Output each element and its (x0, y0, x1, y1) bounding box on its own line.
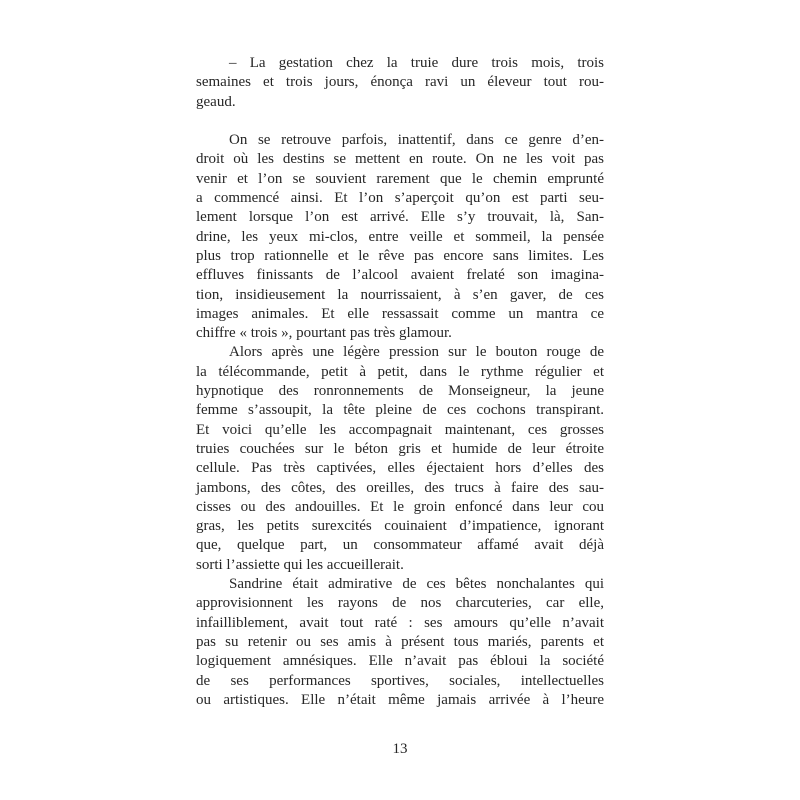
text-line: hypnotique des ronronnements de Monseigneur, la jeune (196, 383, 604, 400)
text-line: tion, insidieusement la nourrissaient, à s’en gaver, de ces (196, 286, 604, 303)
text-line: effluves finissants de l’alcool avaient frelaté son imagina- (196, 267, 604, 284)
text-line: truies couchées sur le béton gris et humide de leur étroite (196, 440, 604, 457)
paragraph (196, 575, 604, 710)
text-line: Sandrine était admirative de ces bêtes nonchalantes qui (229, 576, 604, 593)
text-line: Alors après une légère pression sur le bouton rouge de (229, 344, 604, 361)
text-line: jambons, des côtes, des oreilles, des trucs à faire des sau- (196, 479, 604, 496)
text-line: plus trop rationnelle et le rêve pas encore sans limites. Les (196, 247, 604, 264)
text-line: de ses performances sportives, sociales, intellectuelles (196, 672, 604, 689)
dialogue-paragraph (196, 54, 604, 112)
text-line: drine, les yeux mi-clos, entre veille et sommeil, la pensée (196, 228, 604, 245)
text-line: – La gestation chez la truie dure trois mois, trois (229, 55, 604, 71)
text-line: ou artistiques. Elle n’était même jamais arrivée à l’heure (196, 691, 604, 708)
text-line: gras, les petits surexcités couinaient d’impatience, ignorant (196, 518, 604, 535)
text-line: cisses ou des andouilles. Et le groin enfoncé dans leur cou (196, 498, 604, 515)
text-line: la télécommande, petit à petit, dans le rythme régulier et (196, 363, 604, 380)
text-line: approvisionnent les rayons de nos charcuteries, car elle, (196, 595, 604, 612)
body-text (196, 54, 604, 710)
text-line: que, quelque part, un consommateur affamé avait déjà (196, 537, 604, 554)
text-line: On se retrouve parfois, inattentif, dans ce genre d’en- (229, 132, 604, 149)
text-line: droit où les destins se mettent en route. On ne les voit pas (196, 151, 604, 168)
paragraph (196, 131, 604, 343)
text-line: sorti l’assiette qui les accueillerait. (196, 556, 404, 573)
text-line: semaines et trois jours, énonça ravi un éleveur tout rou- (196, 74, 604, 91)
text-line: femme s’assoupit, la tête pleine de ces cochons transpirant. (196, 402, 604, 419)
text-line: cellule. Pas très captivées, elles éjectaient hors d’elles des (196, 460, 604, 477)
text-line: lement lorsque l’on est arrivé. Elle s’y trouvait, là, San- (196, 209, 604, 226)
text-line: Et voici qu’elle les accompagnait maintenant, ces grosses (196, 421, 604, 438)
text-line: logiquement amnésiques. Elle n’avait pas ébloui la société (196, 653, 604, 670)
text-line: venir et l’on se souvient rarement que le chemin emprunté (196, 170, 604, 187)
text-line: pas su retenir ou ses amis à présent tous mariés, parents et (196, 633, 604, 650)
text-line: images animales. Et elle ressassait comme un mantra ce (196, 305, 604, 322)
text-line: infailliblement, avait tout raté : ses amours qu’elle n’avait (196, 614, 604, 631)
text-line: a commencé ainsi. Et l’on s’aperçoit qu’on est parti seu- (196, 190, 604, 207)
page-number: 13 (392, 741, 408, 757)
paragraph (196, 343, 604, 575)
text-line: chiffre « trois », pourtant pas très glamour. (196, 325, 452, 342)
text-line: geaud. (196, 93, 236, 110)
